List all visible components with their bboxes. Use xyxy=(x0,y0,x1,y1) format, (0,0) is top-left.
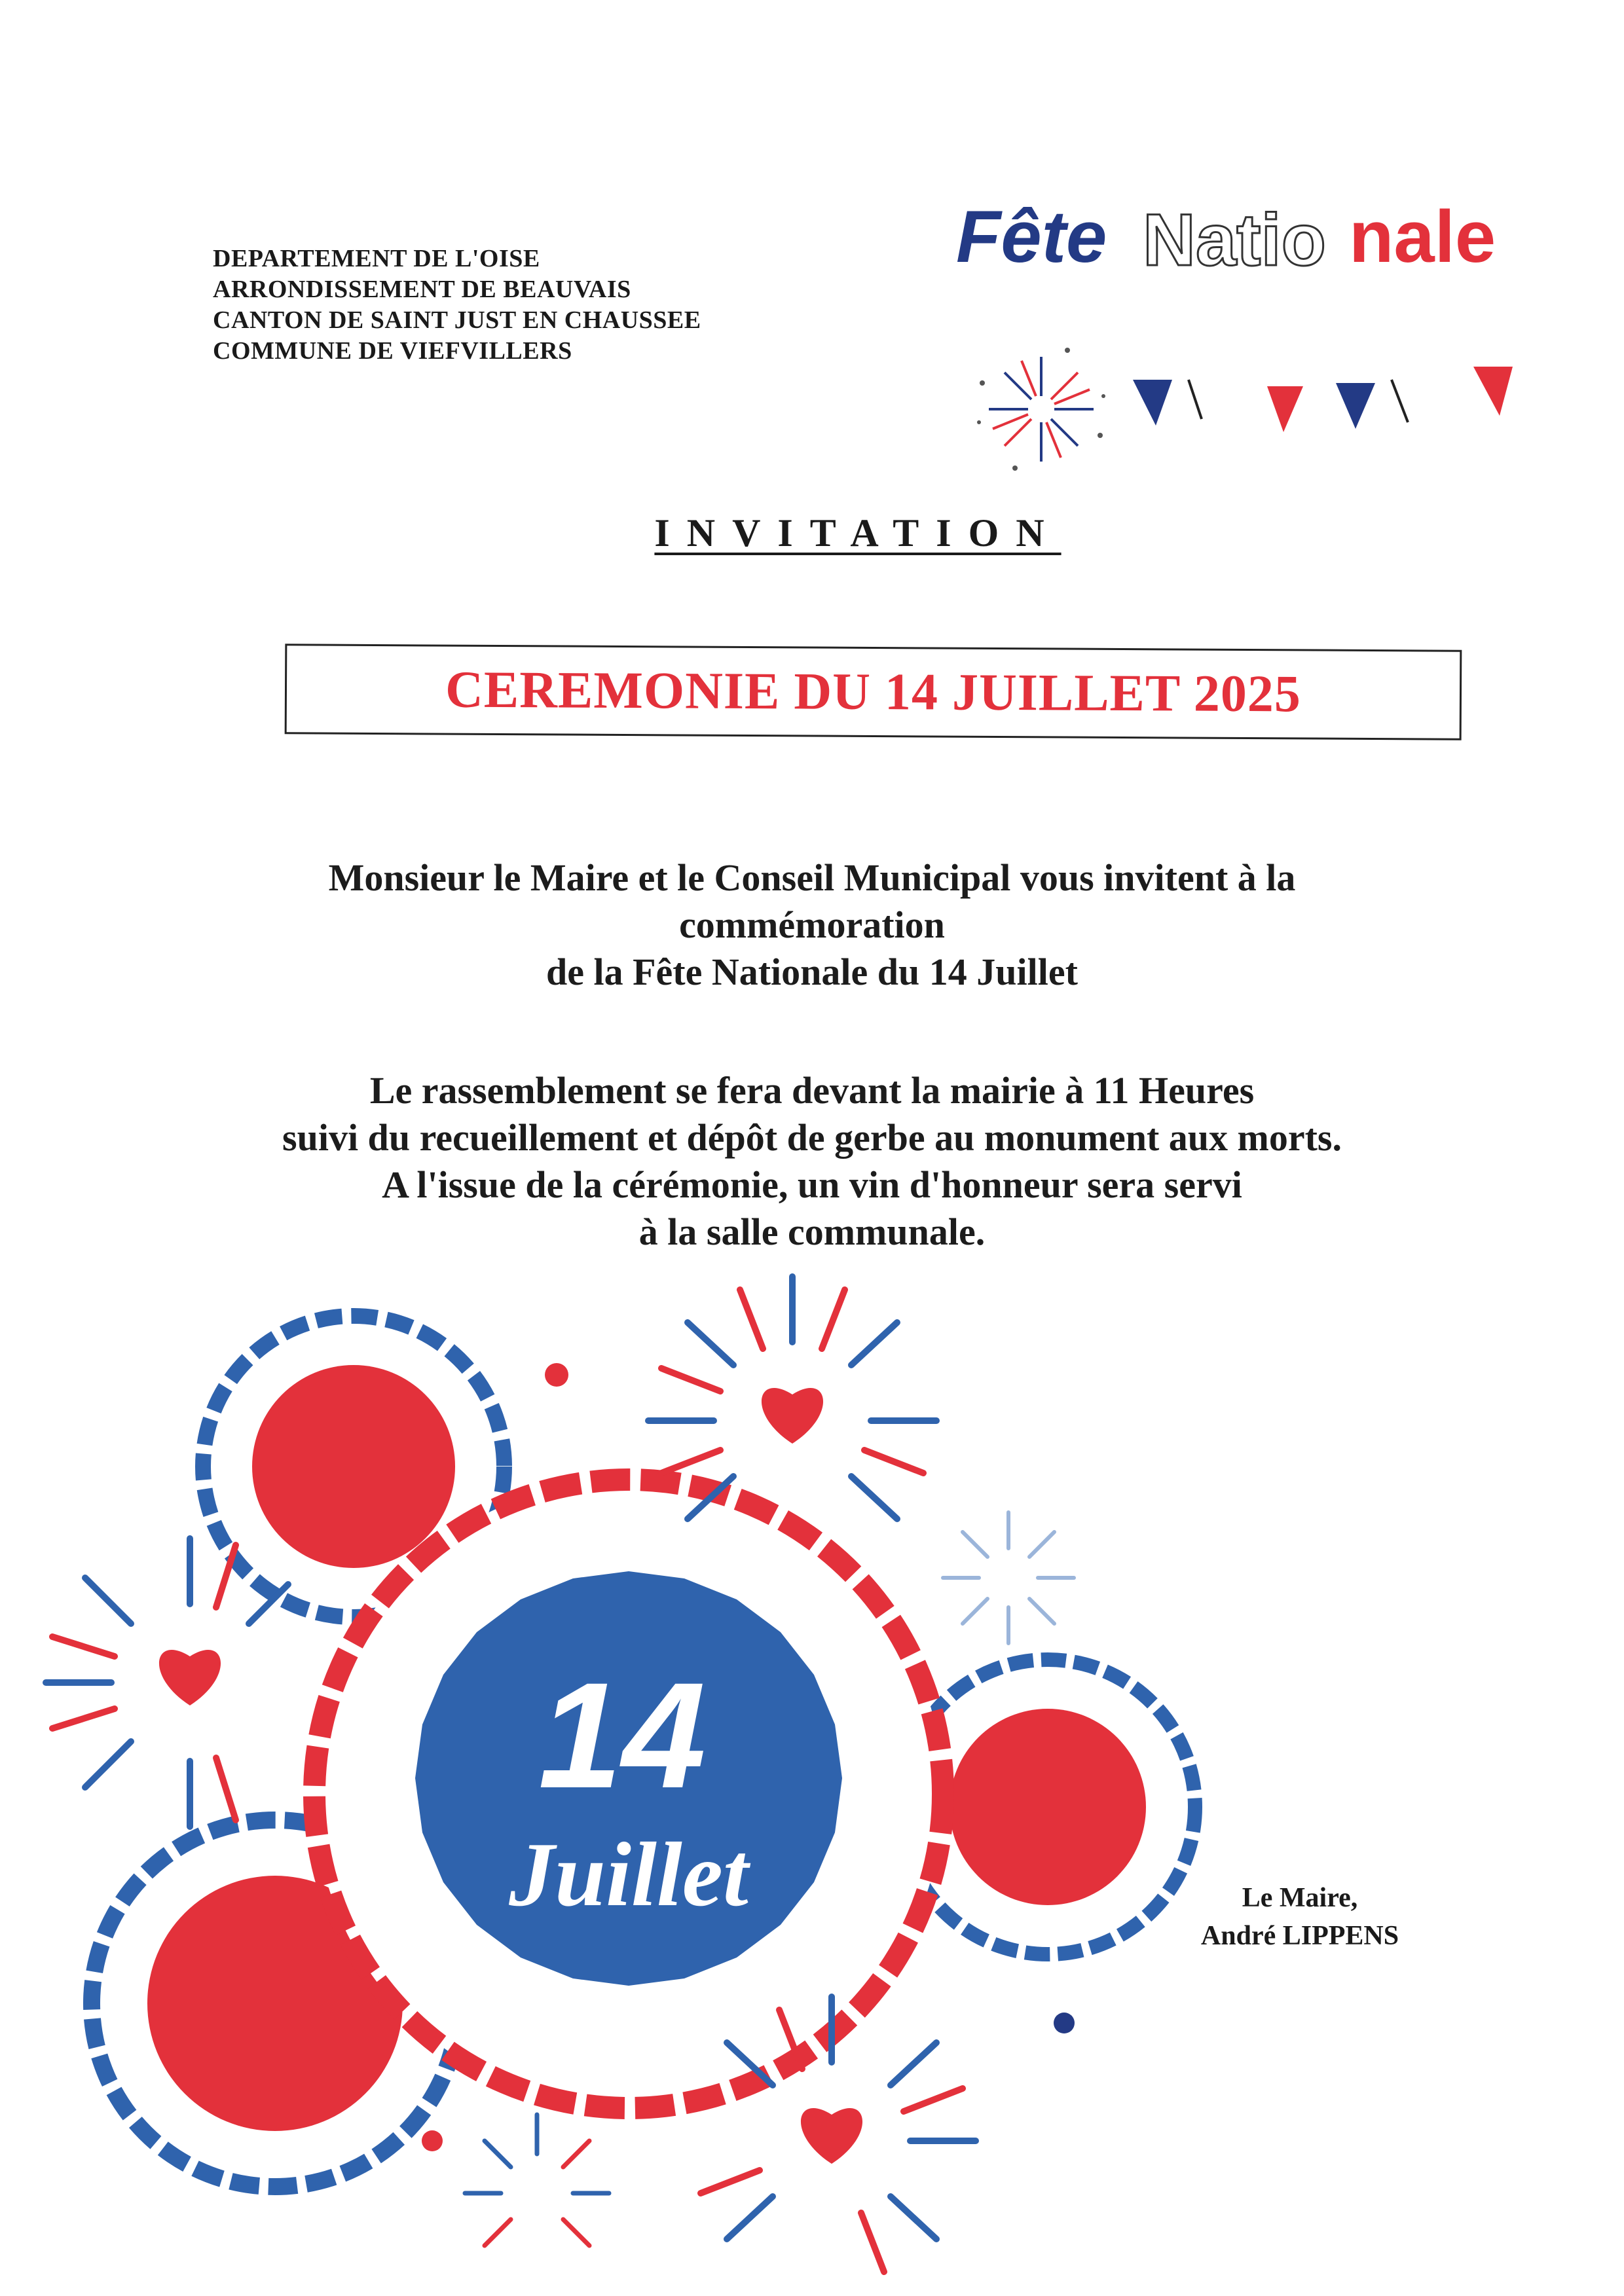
firework-small-right xyxy=(943,1512,1074,1643)
bunting-icon xyxy=(1133,367,1513,432)
central-rosette xyxy=(314,1480,943,2108)
paragraph-line: à la salle communale. xyxy=(638,1211,986,1253)
header-department: DEPARTEMENT DE L'OISE xyxy=(213,245,540,272)
invitation-paragraph xyxy=(0,854,1624,996)
ceremony-title-box xyxy=(285,644,1462,740)
paragraph-line: commémoration xyxy=(679,903,945,946)
mayor-signature xyxy=(1153,1879,1447,1955)
signature-name: André LIPPENS xyxy=(1200,1921,1399,1951)
illustration-day-number: 14 xyxy=(538,1651,706,1819)
header-canton: CANTON DE SAINT JUST EN CHAUSSEE xyxy=(213,306,701,334)
paragraph-line: de la Fête Nationale du 14 Juillet xyxy=(546,951,1078,993)
illustration-month: Juillet xyxy=(509,1824,748,1925)
paragraph-line: A l'issue de la cérémonie, un vin d'honneur sera servi xyxy=(382,1163,1242,1206)
quatorze-juillet-illustration xyxy=(26,1270,1467,2291)
firework-bottom-left-small xyxy=(465,2115,609,2246)
logo-word-fete: Fête xyxy=(956,196,1107,278)
logo-word-nale: nale xyxy=(1349,196,1496,278)
paragraph-line: Le rassemblement se fera devant la mairie à 11 Heures xyxy=(369,1069,1255,1112)
municipality-header xyxy=(213,244,701,367)
header-arrondissement: ARRONDISSEMENT DE BEAUVAIS xyxy=(213,276,631,303)
ceremony-title: CEREMONIE DU 14 JUILLET 2025 xyxy=(445,661,1302,723)
header-commune: COMMUNE DE VIEFVILLERS xyxy=(213,337,572,365)
paragraph-line: Monsieur le Maire et le Conseil Municipal vous invitent à la xyxy=(328,856,1296,899)
invitation-heading: INVITATION xyxy=(654,511,1061,555)
firework-left xyxy=(46,1539,288,1827)
program-paragraph xyxy=(0,1067,1624,1256)
signature-title: Le Maire, xyxy=(1242,1883,1358,1913)
fete-nationale-logo xyxy=(956,183,1532,484)
logo-word-natio: Natio xyxy=(1143,199,1326,281)
firework-icon xyxy=(977,348,1105,471)
paragraph-line: suivi du recueillement et dépôt de gerbe au monument aux morts. xyxy=(282,1116,1342,1159)
